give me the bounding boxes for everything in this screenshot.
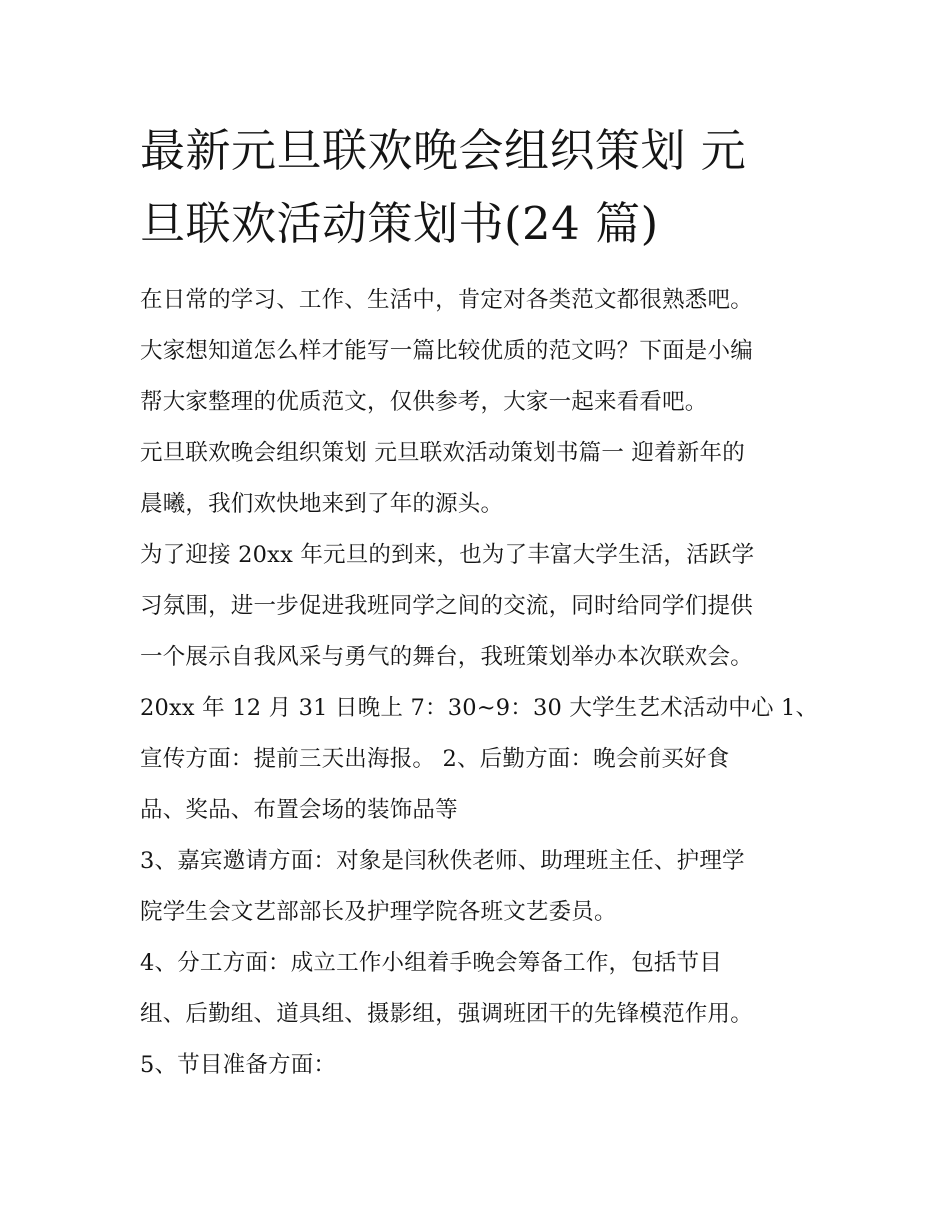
body-line: 在日常的学习、工作、生活中，肯定对各类范文都很熟悉吧。 — [140, 287, 753, 313]
document-body — [140, 275, 830, 1091]
body-line: 一个展示自我风采与勇气的舞台，我班策划举办本次联欢会。 — [140, 644, 753, 670]
title-line-2: 旦联欢活动策划书(24 篇) — [140, 197, 659, 250]
body-line: 组、后勤组、道具组、摄影组，强调班团干的先锋模范作用。 — [140, 1001, 753, 1027]
document-title — [140, 114, 830, 260]
body-line: 晨曦，我们欢快地来到了年的源头。 — [140, 491, 504, 517]
body-line: 帮大家整理的优质范文，仅供参考，大家一起来看看吧。 — [140, 389, 708, 415]
title-line-1: 最新元旦联欢晚会组织策划 元 — [140, 124, 747, 177]
body-line: 3、嘉宾邀请方面：对象是闫秋佚老师、助理班主任、护理学 — [140, 848, 745, 874]
body-line: 20xx 年 12 月 31 日晚上 7：30~9：30 大学生艺术活动中心 1、 — [140, 695, 819, 721]
body-line: 习氛围，进一步促进我班同学之间的交流，同时给同学们提供 — [140, 593, 753, 619]
body-line: 5、节目准备方面： — [140, 1052, 337, 1078]
body-line: 品、奖品、布置会场的装饰品等 — [140, 797, 458, 823]
body-line: 元旦联欢晚会组织策划 元旦联欢活动策划书篇一 迎着新年的 — [140, 440, 745, 466]
body-line: 院学生会文艺部部长及护理学院各班文艺委员。 — [140, 899, 617, 925]
body-line: 大家想知道怎么样才能写一篇比较优质的范文吗？下面是小编 — [140, 338, 753, 364]
body-line: 为了迎接 20xx 年元旦的到来，也为了丰富大学生活，活跃学 — [140, 542, 755, 568]
body-line: 4、分工方面：成立工作小组着手晚会筹备工作，包括节目 — [140, 950, 723, 976]
body-line: 宣传方面：提前三天出海报。 2、后勤方面：晚会前买好食 — [140, 746, 730, 772]
